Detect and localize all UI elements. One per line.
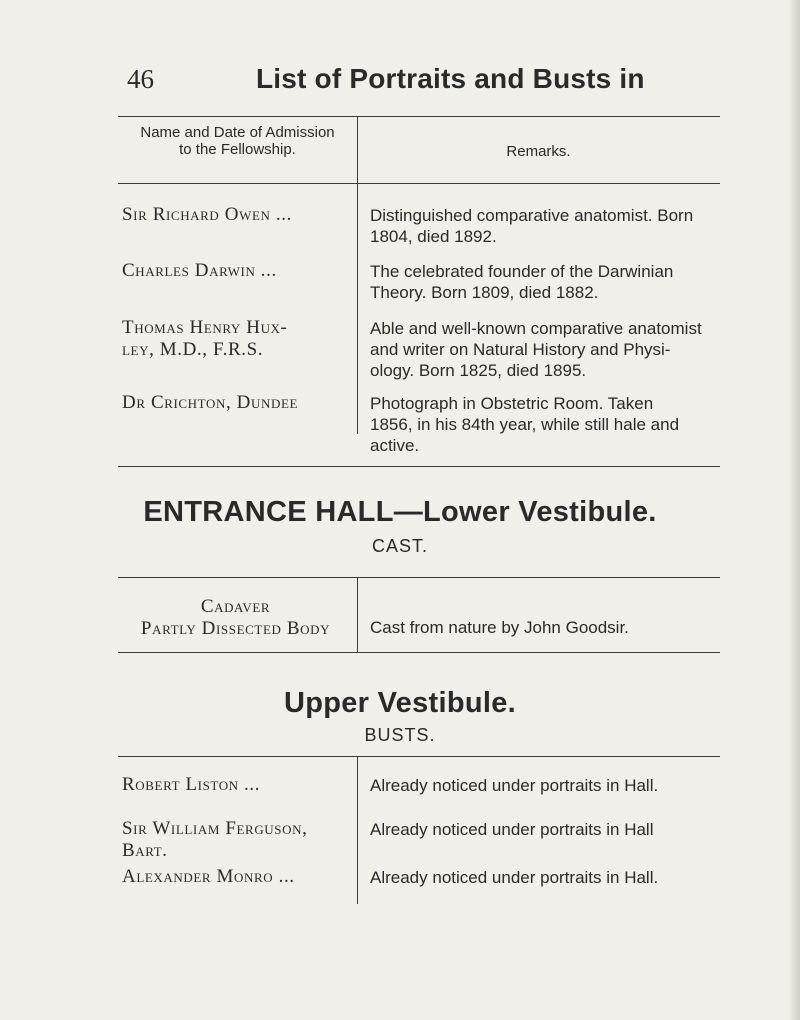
busts-table-top-rule <box>118 756 720 757</box>
section-subtitle-busts: BUSTS. <box>364 725 436 745</box>
table-top-rule <box>118 116 720 117</box>
cast-table-top-rule <box>118 577 720 578</box>
row-remarks: Already noticed under portraits in Hall. <box>370 776 659 795</box>
row-name: Sir Richard Owen ... <box>122 204 292 225</box>
row-name: Charles Darwin ... <box>122 260 277 281</box>
row-name: Dr Crichton, Dundee <box>122 392 299 413</box>
row-name: Robert Liston ... <box>122 774 261 795</box>
section-title-entrance-hall: ENTRANCE HALL—Lower Vestibule. <box>143 496 657 528</box>
cast-table-bottom-rule <box>118 652 720 653</box>
cast-table-column-divider <box>357 577 358 652</box>
page-number: 46 <box>127 64 154 94</box>
row-remarks: The celebrated founder of the Darwinian Theory. Born 1809, died 1882. <box>370 262 674 302</box>
row-remarks: Cast from nature by John Goodsir. <box>370 618 629 637</box>
row-remarks: Photograph in Obstetric Room. Taken 1856, in his 84th year, while still hale and active. <box>370 394 680 455</box>
running-title: List of Portraits and Busts in <box>256 63 645 94</box>
column-header-remarks: Remarks. <box>506 143 571 160</box>
row-name: Alexander Monro ... <box>122 866 295 887</box>
row-name: Cadaver Partly Dissected Body <box>140 596 331 639</box>
row-name: Sir William Ferguson, Bart. <box>122 818 308 861</box>
row-remarks: Able and well-known comparative anatomist and writer on Natural History and Physi- ology. Born 1825, died 1895. <box>370 319 702 380</box>
table-column-divider <box>357 116 358 434</box>
section-title-upper-vestibule: Upper Vestibule. <box>283 687 517 719</box>
column-header-name-line1: Name and Date of Admission <box>140 124 335 141</box>
row-remarks: Already noticed under portraits in Hall <box>370 820 654 839</box>
row-name: Thomas Henry Hux- ley, M.D., F.R.S. <box>122 317 288 360</box>
section-subtitle-cast: CAST. <box>371 536 428 556</box>
table-header-rule <box>118 183 720 184</box>
row-remarks: Distinguished comparative anatomist. Born 1804, died 1892. <box>370 206 694 246</box>
busts-table-column-divider <box>357 756 358 904</box>
row-remarks: Already noticed under portraits in Hall. <box>370 868 659 887</box>
column-header-name-line2: to the Fellowship. <box>179 141 296 158</box>
column-header-name <box>118 124 357 158</box>
table-bottom-rule <box>118 466 720 467</box>
